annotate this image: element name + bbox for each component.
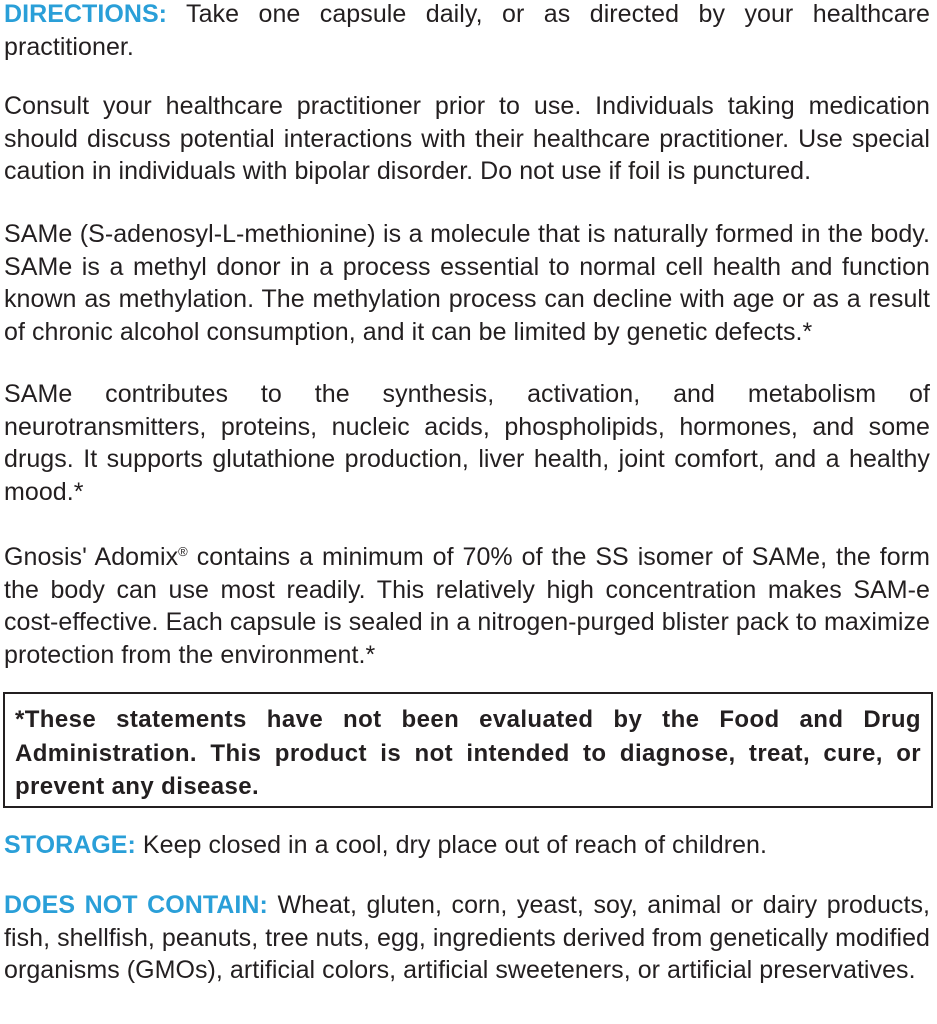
caution-paragraph: Consult your healthcare practitioner prior to use. Individuals taking medication should discuss potential interactions with their healthcare practitioner. Use special caution in individuals with bipolar disorder. Do not use if foil is punctured. [4,92,930,185]
storage-paragraph [4,829,930,862]
fda-disclaimer-box [3,692,933,808]
same-intro-paragraph: SAMe (S-adenosyl-L-methionine) is a molecule that is naturally formed in the body. SAMe is a methyl donor in a process essential to normal cell health and function known as methylation. The methylation process can decline with age or as a result of chronic alcohol consumption, and it can be limited by genetic defects.* [4,220,930,346]
directions-label: DIRECTIONS: [4,0,168,28]
does-not-contain-text: Wheat, gluten, corn, yeast, soy, animal or dairy products, fish, shellfish, peanuts, tree nuts, egg, ingredients derived from genetically modified organisms (GMOs), artificial colors, artificial sweeteners, or artificial preservatives. [4,891,930,984]
directions-text: Take one capsule daily, or as directed by your healthcare practitioner. [4,0,930,61]
directions-paragraph [4,0,930,63]
gnosis-text: contains a minimum of 70% of the SS isomer of SAMe, the form the body can use most readily. This relatively high concentration makes SAM-e cost-effective. Each capsule is sealed in a nitrogen-purged blister pack to maximize protection from the environment.* [4,543,930,669]
same-benefits-paragraph: SAMe contributes to the synthesis, activation, and metabolism of neurotransmitters, proteins, nucleic acids, phospholipids, hormones, and some drugs. It supports glutathione production, liver health, joint comfort, and a healthy mood.* [4,380,930,506]
storage-text: Keep closed in a cool, dry place out of reach of children. [135,831,768,859]
does-not-contain-label: DOES NOT CONTAIN: [4,891,268,919]
fda-disclaimer-text: *These statements have not been evaluated by the Food and Drug Administration. This product is not intended to diagnose, treat, cure, or prevent any disease. [15,706,921,800]
storage-label: STORAGE: [4,831,136,859]
gnosis-brand: Gnosis' Adomix [4,543,179,571]
does-not-contain-paragraph [4,889,930,987]
gnosis-paragraph [4,541,930,671]
registered-mark: ® [178,544,188,559]
